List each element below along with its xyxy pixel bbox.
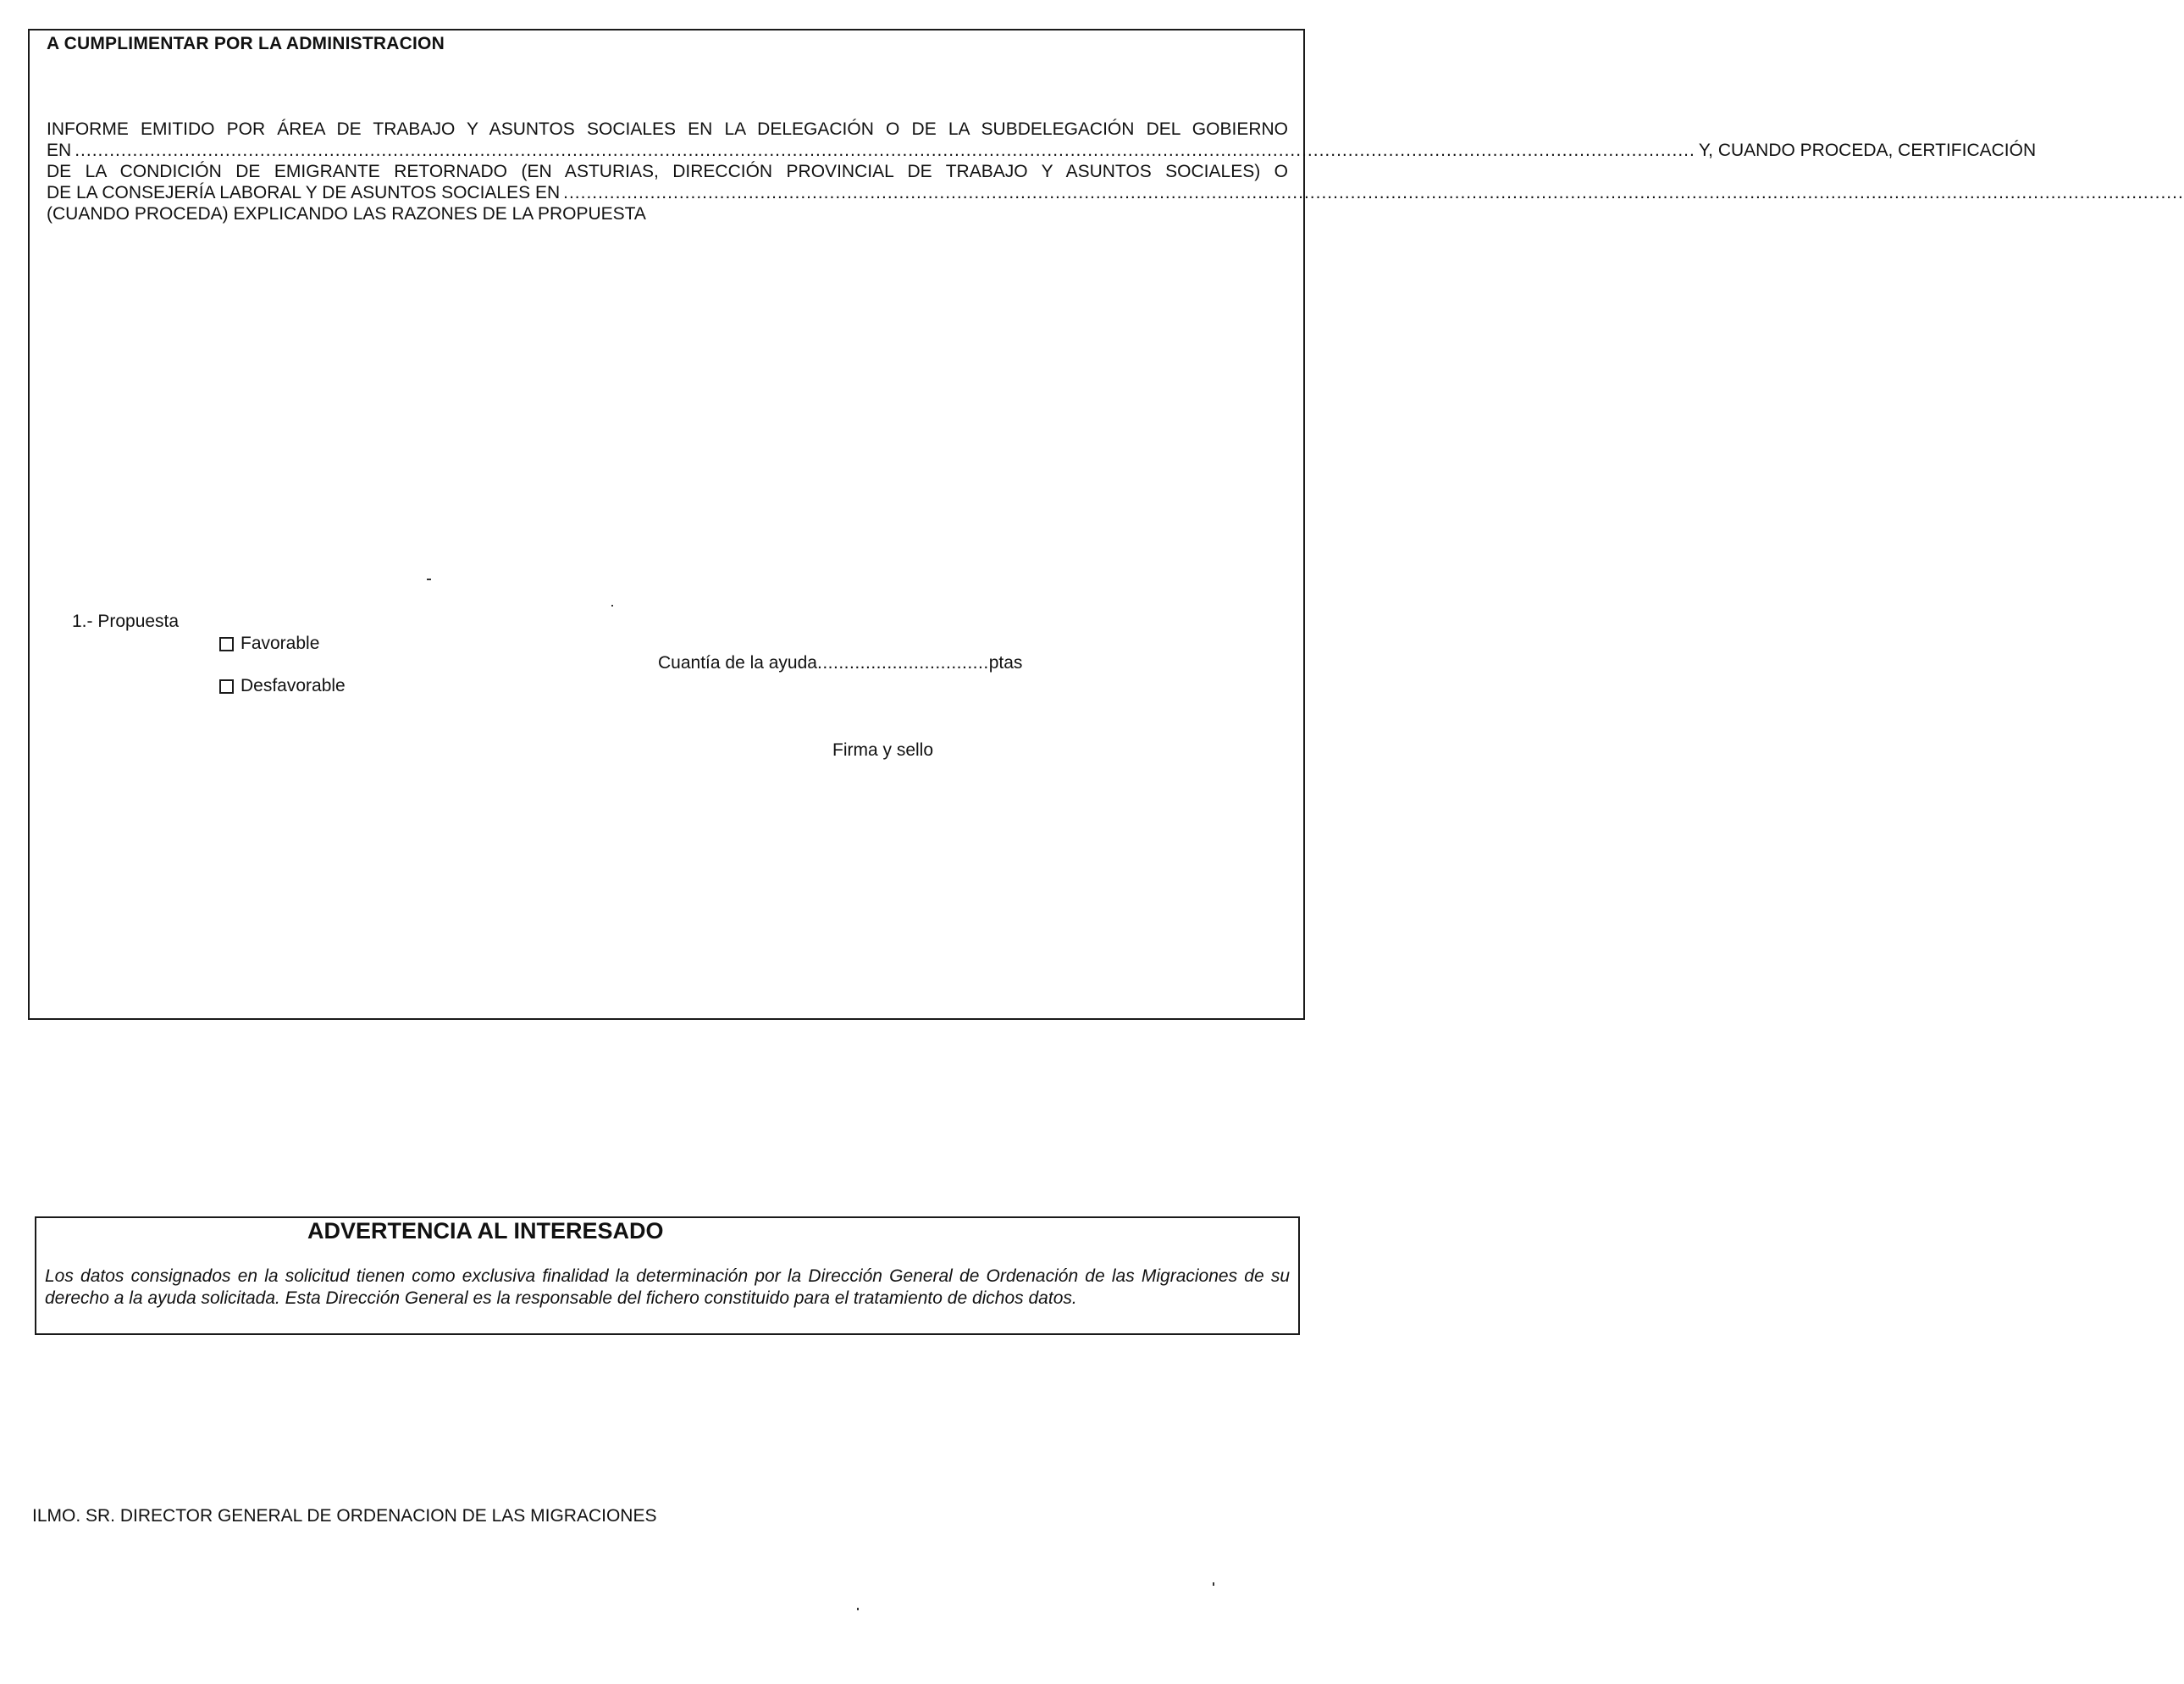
informe-line-3: DE LA CONDICIÓN DE EMIGRANTE RETORNADO (EN ASTURIAS, DIRECCIÓN PROVINCIAL DE TRABAJO Y ASUNTOS SOCIALES) O bbox=[47, 162, 1288, 181]
administration-section bbox=[28, 29, 2184, 1020]
informe-line-2 bbox=[47, 140, 2037, 161]
advertencia-box bbox=[35, 1216, 1300, 1335]
informe-line-5: (CUANDO PROCEDA) EXPLICANDO LAS RAZONES DE LA PROPUESTA bbox=[47, 204, 646, 224]
consejeria-fill-field[interactable]: ........................................................................................................................................................................................................................................................................................ bbox=[563, 183, 2184, 202]
cuantia-fill-field[interactable]: ................................ bbox=[816, 653, 989, 673]
desfavorable-checkbox[interactable] bbox=[219, 679, 234, 694]
informe-line-2-start: EN bbox=[47, 141, 72, 160]
favorable-label: Favorable bbox=[241, 634, 320, 653]
scan-speck bbox=[857, 1608, 859, 1610]
advertencia-title: ADVERTENCIA AL INTERESADO bbox=[307, 1218, 664, 1244]
desfavorable-option[interactable] bbox=[219, 676, 346, 696]
favorable-checkbox[interactable] bbox=[219, 637, 234, 651]
informe-line-4-start: DE LA CONSEJERÍA LABORAL Y DE ASUNTOS SOCIALES EN bbox=[47, 183, 561, 202]
scan-speck bbox=[611, 605, 613, 607]
cuantia-unit: ptas bbox=[988, 653, 1023, 673]
firma-label: Firma y sello bbox=[832, 740, 934, 760]
scan-speck bbox=[1213, 1582, 1214, 1586]
informe-line-2-end: Y, CUANDO PROCEDA, CERTIFICACIÓN bbox=[1698, 141, 2037, 160]
addressee-line: ILMO. SR. DIRECTOR GENERAL DE ORDENACION DE LAS MIGRACIONES bbox=[32, 1506, 657, 1526]
advertencia-text: Los datos consignados en la solicitud tienen como exclusiva finalidad la determinación por la Dirección General de Ordenación de las Migraciones de su derecho a la ayuda solicitada. Esta Dirección General es la responsable del fichero constituido para el tratamiento de dichos datos. bbox=[45, 1266, 1290, 1308]
informe-line-4 bbox=[47, 182, 2184, 203]
cuantia-label: Cuantía de la ayuda bbox=[658, 653, 817, 673]
favorable-option[interactable] bbox=[219, 634, 319, 654]
propuesta-label: 1.- Propuesta bbox=[72, 612, 180, 631]
section-header: A CUMPLIMENTAR POR LA ADMINISTRACION bbox=[47, 34, 445, 53]
cuantia-field bbox=[658, 653, 1022, 673]
desfavorable-label: Desfavorable bbox=[241, 676, 346, 695]
informe-line-1: INFORME EMITIDO POR ÁREA DE TRABAJO Y ASUNTOS SOCIALES EN LA DELEGACIÓN O DE LA SUBDELEGACIÓN DEL GOBIERNO bbox=[47, 119, 1288, 139]
informe-paragraph bbox=[47, 119, 2184, 224]
scan-speck bbox=[427, 579, 431, 580]
delegacion-fill-field[interactable]: ........................................................................................................................................................................................................................................................................................ bbox=[75, 141, 1695, 160]
